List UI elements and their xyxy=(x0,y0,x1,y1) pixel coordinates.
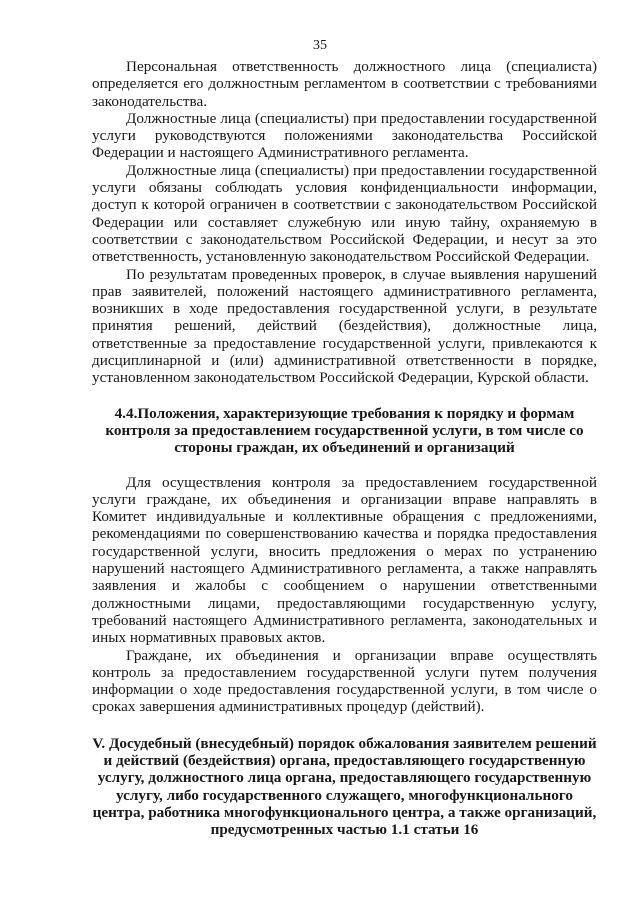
spacer xyxy=(92,716,597,735)
page-number: 35 xyxy=(313,38,327,53)
section-5-heading: V. Досудебный (внесудебный) порядок обжалования заявителем решений и действий (бездействия) органа, предоставляющего государственную услугу, должностного лица органа, предоставляющего государственную услугу, либо государственного служащего, многофункционального центра, работника многофункционального центра, а также организаций, предусмотренных частью 1.1 статьи 16 xyxy=(92,734,597,839)
spacer xyxy=(92,457,597,474)
section-4-4-heading: 4.4.Положения, характеризующие требования к порядку и формам контроля за предоставлением государственной услуги, в том числе со стороны граждан, их объединений и организаций xyxy=(105,404,584,457)
spacer xyxy=(92,387,597,405)
document-body xyxy=(92,58,597,838)
paragraph-officials-guided: Должностные лица (специалисты) при предоставлении государственной услуги руководствуются положениями законодательства Российской Федерации и настоящего Административного регламента. xyxy=(92,109,597,162)
paragraph-inspection-results: По результатам проведенных проверок, в случае выявления нарушений прав заявителей, положений настоящего административного регламента, возникших в ходе предоставления государственной услуги, в результате принятия решений, действий (бездействия), должностные лица, ответственные за предоставление государственной услуги, привлекаются к дисциплинарной и (или) административной ответственности в порядке, установленном законодательством Российской Федерации, Курской области. xyxy=(92,265,597,387)
paragraph-citizens-information: Граждане, их объединения и организации вправе осуществлять контроль за предоставлением государственной услуги путем получения информации о ходе предоставления государственной услуги, в том числе о сроках завершения административных процедур (действий). xyxy=(92,646,597,716)
paragraph-personal-responsibility: Персональная ответственность должностного лица (специалиста) определяется его должностным регламентом в соответствии с требованиями законодательства. xyxy=(92,58,597,110)
paragraph-citizens-control: Для осуществления контроля за предоставлением государственной услуги граждане, их объединения и организации вправе направлять в Комитет индивидуальные и коллективные обращения с предложениями, рекомендациями по совершенствованию качества и порядка предоставления государственной услуги, вносить предложения о мерах по устранению нарушений настоящего Административного регламента, а также направлять заявления и жалобы с сообщением о нарушении ответственными должностными лицами, предоставляющими государственную услугу, требований настоящего Административного регламента, законодательных и иных нормативных правовых актов. xyxy=(92,473,597,647)
paragraph-confidentiality: Должностные лица (специалисты) при предоставлении государственной услуги обязаны соблюдать условия конфиденциальности информации, доступ к которой ограничен в соответствии с законодательством Российской Федерации или составляет служебную или иную тайну, охраняемую в соответствии с законодательством Российской Федерации, и несут за это ответственность, установленную законодательством Российской Федерации. xyxy=(92,161,597,266)
